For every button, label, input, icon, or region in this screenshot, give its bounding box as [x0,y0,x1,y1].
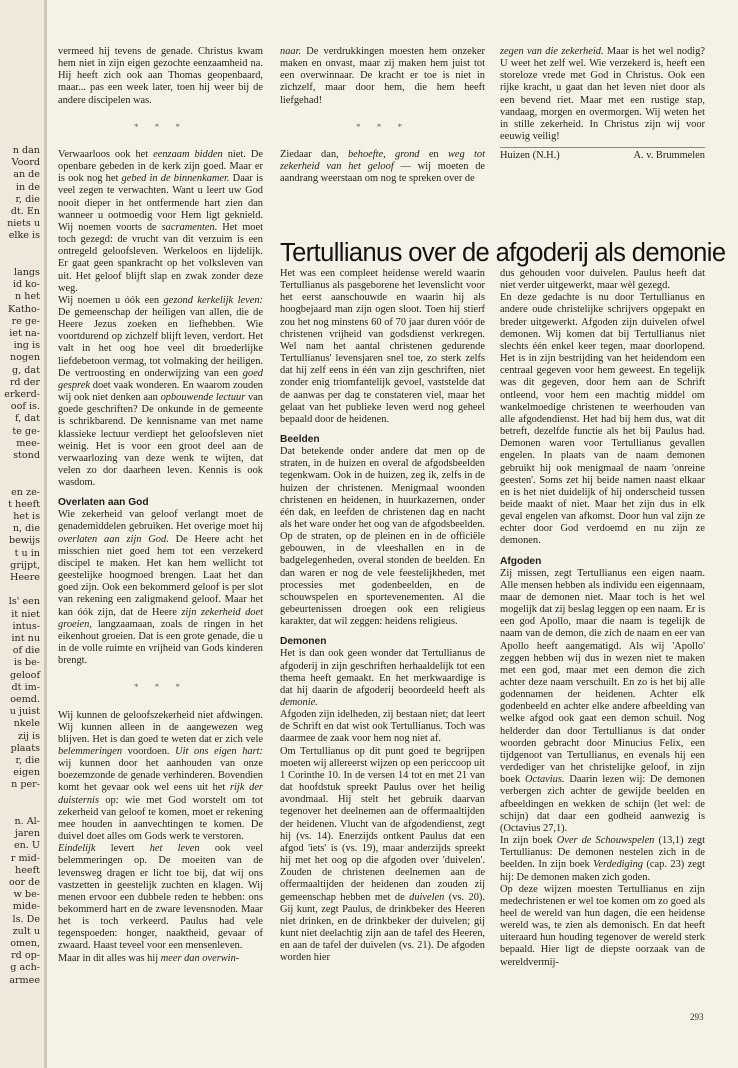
previous-page-edge [0,0,46,1068]
edge-fragment: Heere [10,572,40,583]
edge-fragment: rd der [9,376,40,388]
edge-fragment: is be- [13,657,40,669]
edge-fragment: te ge- [12,425,40,437]
article-paragraph-gedachte: En deze gedachte is nu door Tertullianus en andere oude christelijke schrijvers opgepakt en breder uitgewerkt. Afgoden zijn duivelen ofwel demonen. Wij komen dat bij Tertullianus niet slechts één enkel keer tegen, maar doorlopend. Het is in zijn bestrijding van het heidendom een centraal gegeven voor hem geweest. En tegelijk was dit gegeven, door hem aan de Schrift ontleend, voor hem een machtig middel om wankelmoedige christenen te weerhouden van alle afgodendienst. Het had bij hem dus, wat dit betreft, dezelfde functie als het bij Paulus had. Demonen waren voor Tertullianus gevallen engelen. In plaats van de naam demonen gebruikt hij ook menigmaal de naam 'onreine geesten'. Soms zet hij beide namen naast elkaar en is het niet duidelijk of hij onderscheid tussen beide maakt of niet. Maar het zijn dus in elk geval engelen van afkomst. Door hun val zijn ze echter door God verdoemd en nu zijn ze demonen. [500,292,705,547]
edge-fragment: zult u [12,925,40,937]
edge-fragment: armee [9,974,40,986]
edge-fragment: n het [15,291,40,303]
edge-fragment: mee- [16,437,40,449]
edge-fragment: w be- [13,889,40,901]
edge-fragment: stond [13,450,40,461]
edge-fragment: dt. En [10,206,40,217]
edge-fragment: g ach- [10,962,40,974]
article-paragraph-duivelen: dus gehouden voor duivelen. Paulus heeft dat niet verder uitgewerkt, maar wèl gezegd. [500,268,705,292]
signature-author: A. v. Brummelen [633,150,705,162]
edge-fragment: langs [13,267,40,278]
edge-fragment: id ko- [12,279,40,291]
article-column-right [500,268,705,969]
edge-fragment: dt im- [11,681,40,693]
edge-fragment: oor de [8,877,40,888]
edge-fragment: erkerd- [4,389,40,400]
edge-fragment: iet na- [9,328,40,339]
edge-fragment: in de [15,181,40,193]
edge-fragment: en ze- [11,486,40,498]
heading-demonen: Demonen [280,636,327,648]
heading-afgoden: Afgoden [500,555,542,567]
edge-fragment: oof is. [10,401,40,413]
article-intro: Het was een compleet heidense wereld waarin Tertullianus als pasgeborene het levenslicht voor het eerst aanschouwde en waarin hij als hoogbejaard man zijn ogen sloot. Toen hij stierf zou het nog minstens 60 of 70 jaar duren vóór de christenen vrijheid van godsdienst verkregen. Wel nam het aantal christenen gedurende Tertullianus' levensjaren snel toe, zo sterk zelfs dat hij zelf eens in één van zijn geschriften, niet zonder enig triomfantelijk gevoel, vaststelde dat de aanwas per dag te constateren viel, maar het gelaat van het publieke leven werd nog geheel bepaald door de heidenen. [280,268,485,425]
article-paragraph-afgoden-3: Op deze wijzen moesten Tertullianus en zijn medechristenen er wel toe komen om zo goed als heel de wereld van hun dagen, die een heidense wereld was, te zien als demonisch. En dat heeft uiteraard hun houding tegenover de wereld sterk bepaald. Hier ligt de diepste oorzaak van de wereldvermij- [500,883,705,968]
article-paragraph-beelden: Dat betekende onder andere dat men op de straten, in de huizen en overal de afgodsbeelden tegenkwam. Ook in de huizen, zeg ik, zelfs in de huizen der christenen. Menigmaal woonden christenen en heidenen, in huurkazernen, onder één dak, en leefden de christenen dag en nacht als het ware onder het oog van de afgodsbeelden. Op de straten, op de pleinen en in de officiële gebouwen, in de vleeshallen en in de badgelegenheden, overal stonden de beelden. En dan waren er nog de vele feestelijkheden, met processies met godenbeelden, en de schouwspelen en sportevenementen. Al die gebeurtenissen droegen ook een religieus karakter, dat wil zeggen: heidens religieus. [280,446,485,628]
edge-fragment: omen, [10,938,40,949]
col1-paragraph-bidden: Verwaarloos ook het eenzaam bidden niet. De openbare gebeden in de kerk zijn goed. Maar er is ook nog het gebed in de binnenkamer. Daar is veel zegen te verwachten. Want u leert uw God nooit dieper in het ontfermende hart zien dan wanneer u ootmoedig voor Hem ligt geknield. Wij noemen voorts de sacramenten. Het moet toch gezegd: de vrucht van dit verzuim is een ontregeld geloofsleven. Werkeloos en lijdelijk. Er gaat geen spankracht op het volksleven van uit. Het geloof blijft slap en zwak zonder deze weg. [58,148,263,294]
edge-fragment: intus- [12,620,40,632]
col1-paragraph-overlaten: Wie zekerheid van geloof verlangt moet de genademiddelen gebruiken. Het overige moet hij overlaten aan zijn God. De Heere acht het misschien niet goed hem tot een verzekerd discipel te maken. Het kan hem wellicht tot geestelijke hoogmoed brengen. Laat het dan goed zijn. Ook een bekommerd geloof is per slot van rekening een zaligmakend geloof. Maar het kan óók zijn, dat de Heere zijn zekerheid doet groeien, langzaamaan, zoals de ringen in het eikenhout groeien. Dat is een grote genade, die u in de volle ruimte en vrijheid van Gods kinderen brengt. [58,509,263,667]
col2-paragraph-overwinnaar: naar. De verdrukkingen moesten hem onzeker maken en onvast, maar zij maken hem juist tot een overwinnaar. De kracht er toe is niet in zichzelf, maar door hem, die hem heeft liefgehad! [280,46,485,106]
edge-fragment: nogen [10,352,40,364]
edge-fragment: int nu [11,633,40,644]
article-paragraph-afgoden-2: In zijn boek Over de Schouwspelen (13,1) zegt Tertullianus: De demonen nestelen zich in de beelden. In zijn boek Verdediging (cap. 23) zegt hij: De demonen maken zich goden. [500,835,705,883]
article-paragraph-afgoden-1: Zij missen, zegt Tertullianus een eigen naam. Alle mensen hebben als individu een eigennaam, maar de demonen niet. Maar toch is het wel mogelijk dat zij beslag leggen op een naam. Er is een god Apollo, maar die naam is tegelijk de naam van de demon, die zich de naam en eer van Apollo heeft aangematigd. Als wij 'Apollo' zeggen hebben wij dus in wezen niet te maken met een god, maar met een demon die zich achter deze naam verschuilt. En zo is het bij alle godennamen der heidenen. Achter elk godenbeeld en achter elke andere afbeelding van welke afgod ook gaat een demon schuil. Nog helderder dan door Tertullianus is dat onder woorden gebracht door Minucius Felix, een tijdgenoot van Tertullianus, en evenals hij een verdediger van het christelijke geloof, in zijn boek Octavius. Daarin lezen wij: De demonen verbergen zich achter de gewijde beelden en afbeeldingen en wekken de schijn (let wel: de schijn) dat daar een godheid aanwezig is (Octavius 27,1). [500,567,705,834]
section-divider-stars: * * * [134,121,187,132]
edge-fragment: n dan [12,145,40,156]
edge-fragment: n per- [11,779,40,791]
edge-fragment: an de [13,169,40,181]
edge-fragment: het is [13,511,40,522]
edge-fragment: ing is [13,340,40,352]
edge-fragment: t heeft [8,498,40,510]
edge-fragment: of die [12,645,40,657]
col2-paragraph-ziedaar: Ziedaar dan, behoefte, grond en weg tot zekerheid van het geloof — wij moeten de aandrang weerstaan om nog te spreken over de [280,148,485,185]
edge-fragment: nkele [13,718,40,730]
article-column-left [280,268,485,964]
edge-fragment: g, dat [12,364,40,376]
signature-place: Huizen (N.H.) [500,150,560,162]
edge-fragment: rd op- [11,950,40,962]
edge-fragment: t u in [14,547,40,559]
article-paragraph-demonen-1: Het is dan ook geen wonder dat Tertullianus de afgoderij in zijn geschriften herhaaldelijk tot een thema heeft gemaakt. En het merkwaardige is dat hij daarin de afgoderij beoordeeld heeft als demonie. [280,648,485,708]
edge-fragment: mide- [12,901,40,913]
column-3-top [500,46,705,162]
edge-fragment: geloof [10,669,40,681]
edge-fragment: Katho- [8,303,40,315]
edge-fragment: ls' een [8,596,40,608]
edge-fragment: niets u [7,218,40,230]
article-title: Tertullianus over de afgoderij als demonie [280,239,726,267]
page-fold-line [44,0,47,1068]
heading-beelden: Beelden [280,434,320,446]
edge-fragment: heeft [15,864,40,876]
col3-paragraph-zegen: zegen van die zekerheid. Maar is het wel nodig? U weet het zelf wel. Wie verzekerd is, heeft een storeloze vrede met God in Christus. Ook een rijke kracht, u gaat dan het leven niet door als een bevend riet. Maar met een rustige stap, vandaag, morgen en overmorgen. Wij weten het in stille zekerheid. In Christus zijn wij voor eeuwig veilig! [500,46,705,143]
edge-fragment: elke is [8,230,40,242]
column-2-top [280,46,485,185]
article-paragraph-demonen-3: Om Tertullianus op dit punt goed te begrijpen moeten wij allereerst wijzen op een periccoop uit 1 Corinthe 10. In de versen 14 tot en met 21 van dat hoofdstuk spreekt Paulus over het heilig avondmaal. Hij stelt het gebruik daarvan tegenover het deelnemen aan de offermaaltijden der heidenen. Vlucht van de afgodendienst, zegt hij (vs. 14). Enerzijds ontkent Paulus dat een afgod 'iets' is (vs. 19), maar anderzijds spreekt hij met het oog op die afgoden over 'duivelen'. Zouden de christenen deelnemen aan de offermaaltijden der heidenen dan zouden zij gemeenschap hebben met de duivelen (vs. 20). Gij kunt, zegt Paulus, de drinkbeker des Heeren niet drinken, en de drinkbeker der duivelen; gij kunt niet deelachtig zijn aan de tafel des Heeren, en aan de tafel der duivelen (vs. 21). De afgoden worden hier [280,745,485,964]
edge-fragment: it niet [11,608,40,620]
edge-fragment: r, die [15,755,40,766]
col1-paragraph-overwinnaar: Maar in dit alles was hij meer dan overwin- [58,952,240,964]
edge-fragment: n. Al- [14,816,40,827]
heading-overlaten-aan-god: Overlaten aan God [58,497,149,509]
edge-fragment: u juist [9,706,40,718]
author-signature-line [500,147,705,162]
edge-fragment: Voord [11,157,40,169]
edge-fragment: oemd. [10,694,40,705]
edge-fragment: n, die [12,523,40,535]
edge-fragment: r, die [15,193,40,205]
edge-fragment: jaren [14,828,40,840]
col1-paragraph-kerkelijk: Wij noemen u óók een gezond kerkelijk leven: De gemeenschap der heiligen van allen, die de Heere Jezus zoeken en liefhebben. Wie voortdurend op zichzelf blijft leven, verdort. Het valt in het oog hoe veel dit broederlijke liefdebetoon vermag, tot volmaking der heiligen. De vertroosting en onderwijzing van een goed gesprek doet vaak wonderen. En waarom zouden wij ook niet denken aan opbouwende lectuur van goede geschriften? De onkunde in de gemeente is schrikbarend. De kennisname van met name klassieke lectuur verdiept het geloofsleven niet weinig. Het is voor een groot deel aan de verwaarlozing van deze wenk te wijten, dat velen zo dor daarheen leven. Kennis is ook wasdom. [58,294,264,489]
edge-fragment: ls. De [12,913,40,925]
edge-fragment: grijpt, [10,559,40,571]
col1-top-paragraph: vermeed hij tevens de genade. Christus kwam hem niet in zijn eigen gezochte eenzaamheid na. Hij heeft zich ook aan Thomas geopenbaard, maar... pas een week later, toen hij weer bij de andere discipelen was. [58,46,263,106]
page-number: 293 [690,1012,704,1022]
edge-fragment: re ge- [11,315,40,327]
edge-fragment: f, dat [14,413,40,425]
edge-fragment: plaats [10,742,40,754]
section-divider-stars-3: * * * [356,121,409,132]
section-divider-stars-2: * * * [134,682,187,693]
edge-fragment: en. U [13,840,40,852]
col1-paragraph-leven: Eindelijk levert het leven ook veel belemmeringen op. De moeiten van de levensweg dragen er licht toe bij, dat wij ons vastzetten in geestelijk zuchten en klagen. Wij menen ervoor een dubbele reden te hebben: ons bekommerd hart en de zware levensnoden. Maar het is toch verkeerd. Paulus had vele tegenspoeden: honger, naaktheid, gevaar of zwaard. Haast teveel voor een mensenleven. [58,843,263,952]
col1-paragraph-belemmeringen: Wij kunnen de geloofszekerheid niet afdwingen. Wij kunnen alleen in de aangewezen weg blijven. Het is dan goed te weten dat er zich vele belemmeringen voordoen. Uit ons eigen hart: wij kunnen door het aanhouden van onze boezemzonde de genade verhinderen. Bovendien komt het gevaar ook wel eens uit het rijk der duisternis op: wie met God worstelt om tot zekerheid van geloof te komen, moet er rekening mee houden in aanvechtingen te komen. De duivel doet alles om Gods werk te verstoren. [58,709,263,843]
column-1 [58,46,263,965]
edge-fragment: eigen [13,767,40,779]
edge-fragment: zij is [17,730,40,742]
edge-fragment: r mid- [10,852,40,864]
article-paragraph-demonen-2: Afgoden zijn idelheden, zij bestaan niet; dat leert de Schrift en dat wist ook Tertullianus. Toch was daarmee de zaak voor hem nog niet af. [280,709,485,745]
edge-fragment: bewijs [9,535,40,547]
